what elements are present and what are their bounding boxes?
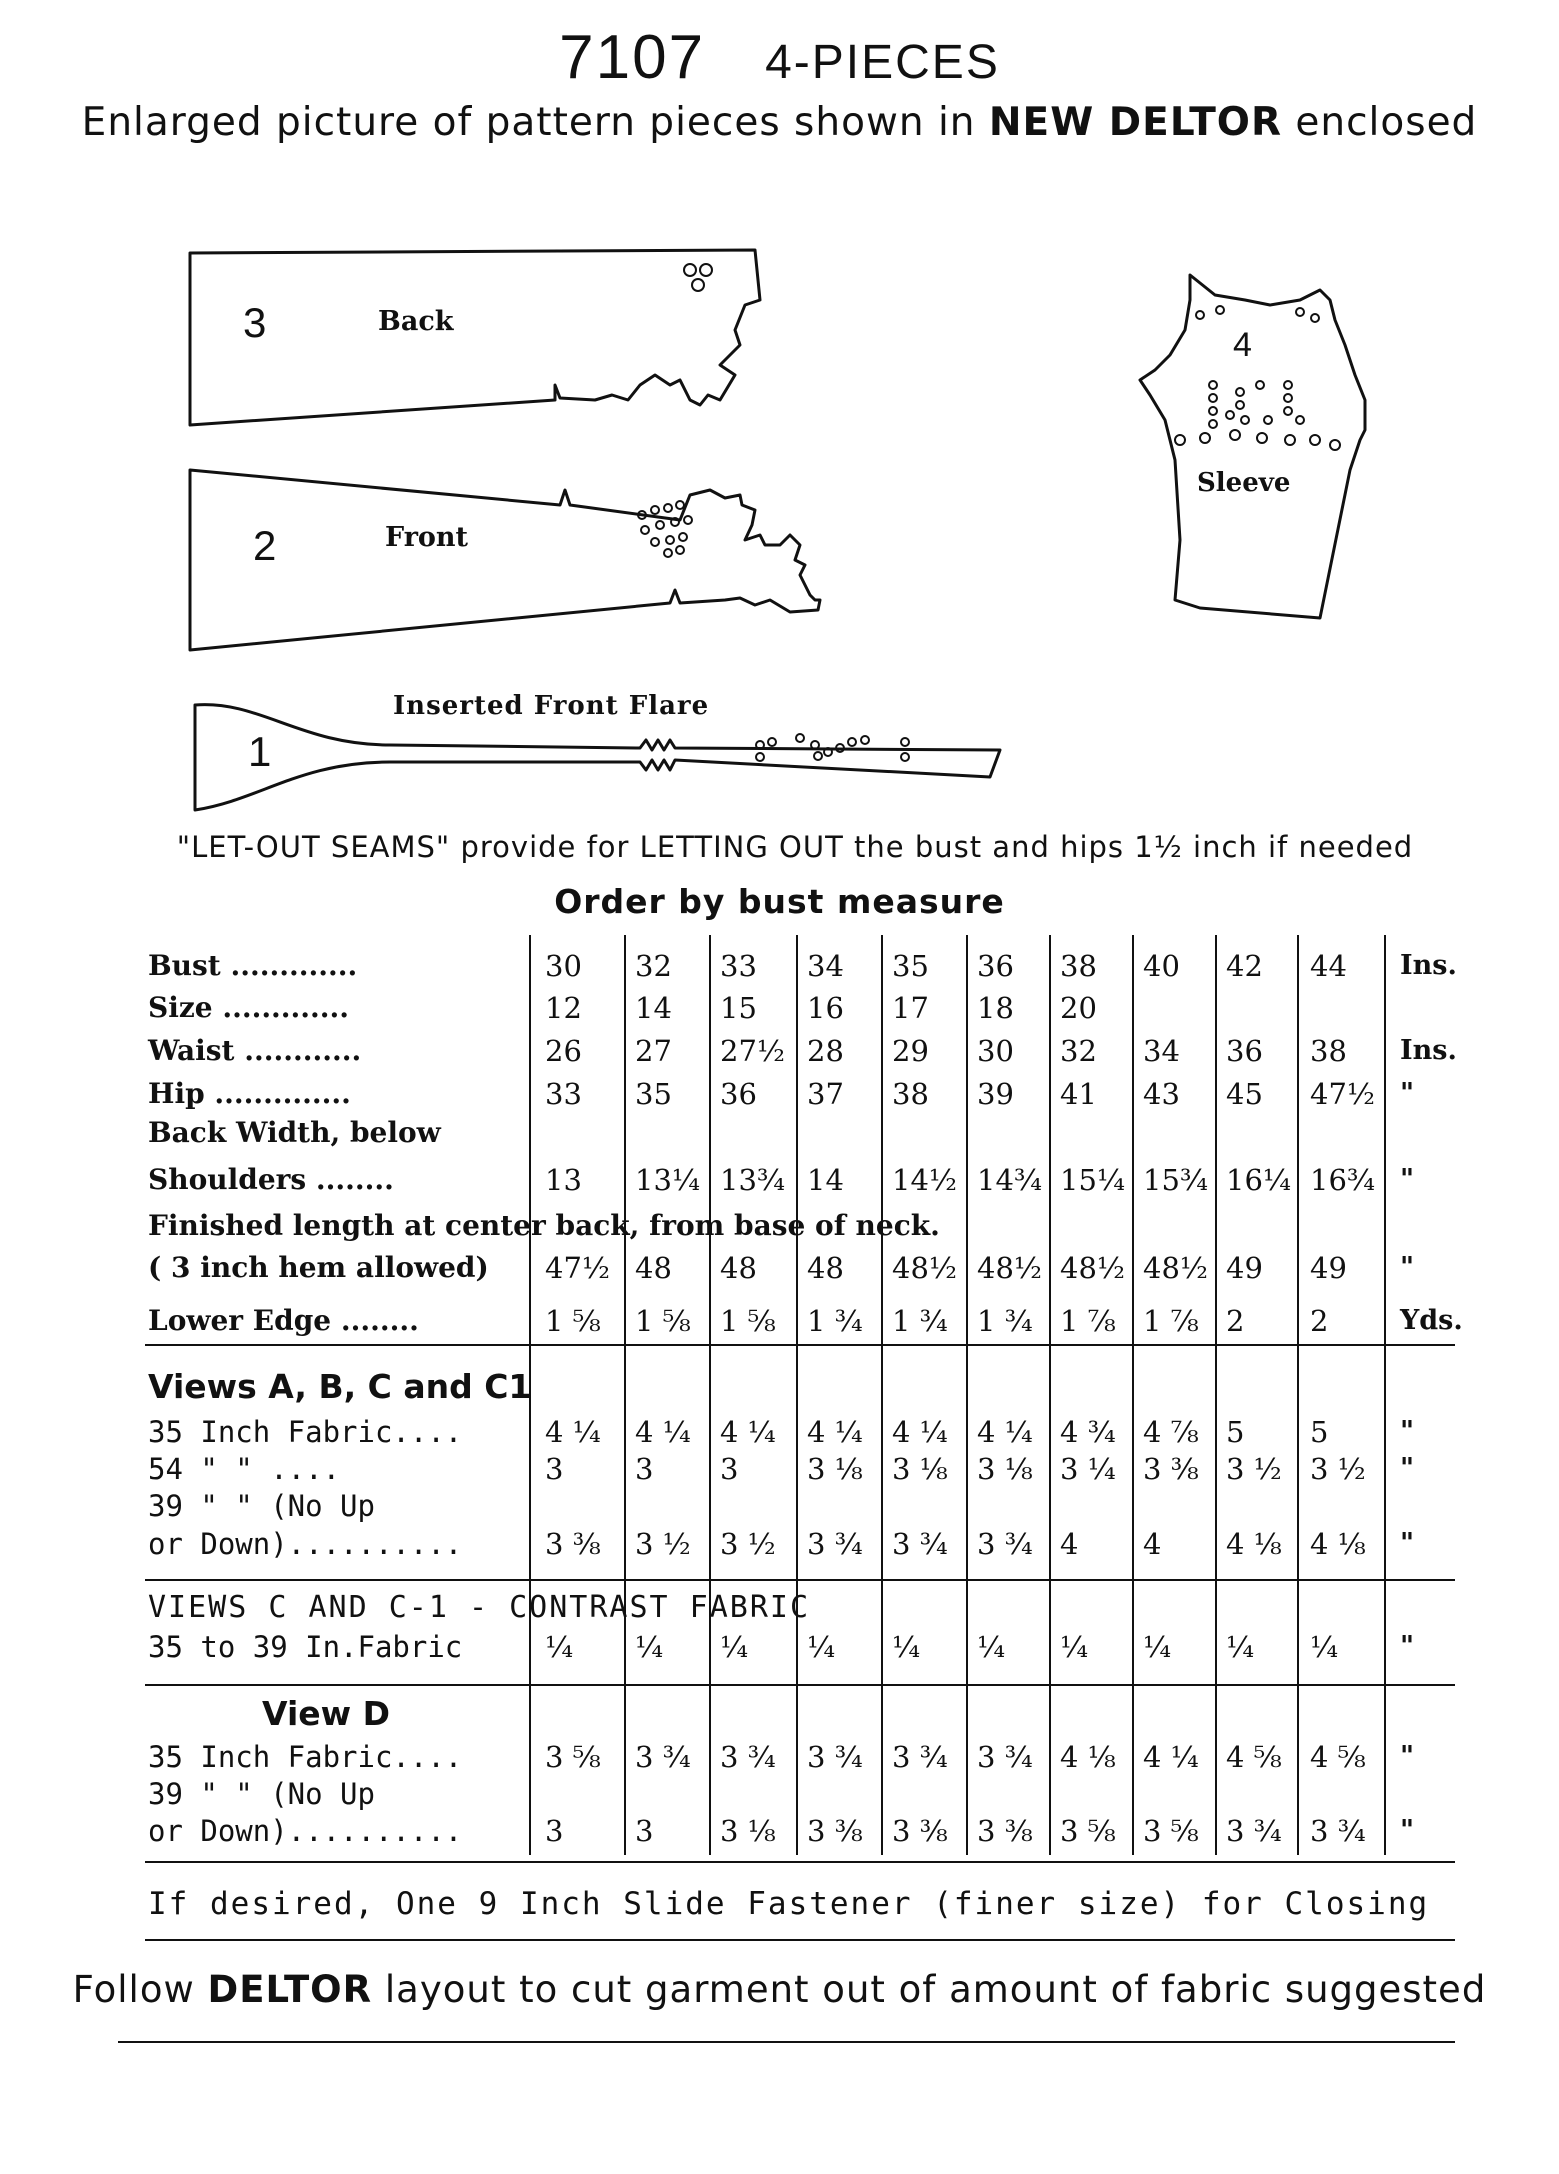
row-label: 35 to 39 In.Fabric bbox=[148, 1630, 463, 1664]
table-cell: 15 bbox=[720, 991, 757, 1025]
table-cell: 38 bbox=[1310, 1034, 1347, 1068]
row-unit: Ins. bbox=[1400, 950, 1457, 981]
table-cell: ¼ bbox=[720, 1630, 749, 1664]
table-cell: ¼ bbox=[545, 1630, 574, 1664]
piece-3-name: Back bbox=[378, 306, 454, 337]
table-cell: 3 ¾ bbox=[635, 1740, 691, 1774]
table-cell: 14 bbox=[635, 991, 672, 1025]
table-cell: 1 ¾ bbox=[807, 1304, 863, 1338]
table-cell: 48 bbox=[807, 1251, 844, 1285]
table-cell: 3 ¾ bbox=[977, 1740, 1033, 1774]
table-cell: 2 bbox=[1310, 1304, 1329, 1338]
piece-1-name: Inserted Front Flare bbox=[393, 691, 710, 721]
table-cell: 3 ⅛ bbox=[807, 1452, 863, 1486]
pattern-number: 7107 bbox=[559, 23, 706, 92]
footer-brand: DELTOR bbox=[207, 1968, 373, 2011]
table-cell: 48 bbox=[720, 1251, 757, 1285]
table-cell: 4 ¼ bbox=[720, 1415, 776, 1449]
table-cell: 39 bbox=[977, 1077, 1014, 1111]
table-cell: 3 bbox=[635, 1452, 654, 1486]
table-cell: 3 bbox=[545, 1452, 564, 1486]
table-cell: 3 ⅛ bbox=[892, 1452, 948, 1486]
row-label: 54 " " .... bbox=[148, 1452, 341, 1486]
table-cell: 18 bbox=[977, 991, 1014, 1025]
slide-fastener-note: If desired, One 9 Inch Slide Fastener (finer size) for Closing bbox=[148, 1886, 1430, 1922]
table-cell: 4 ¼ bbox=[545, 1415, 601, 1449]
table-cell: 33 bbox=[545, 1077, 582, 1111]
table-cell: 47½ bbox=[545, 1251, 611, 1285]
table-cell: 27½ bbox=[720, 1034, 786, 1068]
deltor-layout-note bbox=[0, 1968, 1559, 2011]
table-cell: 4 bbox=[1060, 1527, 1079, 1561]
table-cell: 5 bbox=[1310, 1415, 1329, 1449]
piece-2-number: 2 bbox=[253, 522, 277, 569]
table-cell: 3 ¾ bbox=[1310, 1814, 1366, 1848]
table-cell: 15¾ bbox=[1143, 1163, 1209, 1197]
table-cell: 4 ¼ bbox=[807, 1415, 863, 1449]
footer-text: Follow bbox=[72, 1968, 208, 2011]
table-cell: 12 bbox=[545, 991, 582, 1025]
table-cell: 34 bbox=[1143, 1034, 1180, 1068]
piece-4-name: Sleeve bbox=[1197, 468, 1291, 498]
table-cell: 13¼ bbox=[635, 1163, 701, 1197]
table-cell: 3 ¾ bbox=[807, 1740, 863, 1774]
row-unit: " bbox=[1400, 1631, 1415, 1662]
let-out-seams-note: "LET-OUT SEAMS" provide for LETTING OUT the bust and hips 1½ inch if needed bbox=[176, 830, 1414, 864]
table-cell: 3 ¼ bbox=[1060, 1452, 1116, 1486]
table-cell: ¼ bbox=[807, 1630, 836, 1664]
row-label: Size ............. bbox=[148, 991, 350, 1024]
pieces-count: 4-PIECES bbox=[765, 36, 1000, 89]
table-cell: 3 bbox=[635, 1814, 654, 1848]
table-cell: 38 bbox=[892, 1077, 929, 1111]
table-cell: 4 ¼ bbox=[977, 1415, 1033, 1449]
table-cell: 16 bbox=[807, 991, 844, 1025]
table-cell: 13¾ bbox=[720, 1163, 786, 1197]
table-cell: 3 ¾ bbox=[977, 1527, 1033, 1561]
subtitle-text: Enlarged picture of pattern pieces shown in bbox=[81, 100, 989, 145]
table-cell: 3 ⅛ bbox=[977, 1452, 1033, 1486]
row-label: Waist ............ bbox=[148, 1034, 362, 1067]
table-cell: 15¼ bbox=[1060, 1163, 1126, 1197]
table-cell: 49 bbox=[1310, 1251, 1347, 1285]
table-cell: 27 bbox=[635, 1034, 672, 1068]
table-cell: ¼ bbox=[1226, 1630, 1255, 1664]
table-cell: 35 bbox=[892, 949, 929, 983]
table-cell: 3 ½ bbox=[1226, 1452, 1282, 1486]
row-label: Hip .............. bbox=[148, 1077, 351, 1110]
table-cell: 48½ bbox=[1143, 1251, 1209, 1285]
row-unit: Yds. bbox=[1400, 1305, 1463, 1336]
table-cell: 5 bbox=[1226, 1415, 1245, 1449]
table-cell: 26 bbox=[545, 1034, 582, 1068]
table-cell: 4 ⅝ bbox=[1310, 1740, 1366, 1774]
table-cell: 36 bbox=[1226, 1034, 1263, 1068]
piece-4-number: 4 bbox=[1233, 326, 1252, 364]
table-cell: 17 bbox=[892, 991, 929, 1025]
table-cell: 13 bbox=[545, 1163, 582, 1197]
table-cell: 4 ¼ bbox=[892, 1415, 948, 1449]
row-unit: " bbox=[1400, 1528, 1415, 1559]
table-cell: 4 ⅞ bbox=[1143, 1415, 1199, 1449]
row-label: Shoulders ........ bbox=[148, 1163, 394, 1196]
table-cell: 48½ bbox=[977, 1251, 1043, 1285]
table-cell: 3 ¾ bbox=[892, 1527, 948, 1561]
contrast-heading: VIEWS C AND C-1 - CONTRAST FABRIC bbox=[148, 1590, 811, 1625]
table-cell: 38 bbox=[1060, 949, 1097, 983]
table-cell: 48½ bbox=[892, 1251, 958, 1285]
row-unit: " bbox=[1400, 1815, 1415, 1846]
table-cell: 3 ⅛ bbox=[720, 1814, 776, 1848]
finished-length-label: Finished length at center back, from base of neck. bbox=[148, 1209, 940, 1242]
table-cell: 40 bbox=[1143, 949, 1180, 983]
table-cell: 1 ¾ bbox=[977, 1304, 1033, 1338]
table-cell: 47½ bbox=[1310, 1077, 1376, 1111]
footer-text-end: layout to cut garment out of amount of fabric suggested bbox=[372, 1968, 1487, 2011]
view-d-heading: View D bbox=[262, 1694, 391, 1733]
table-cell: 4 ¼ bbox=[1143, 1740, 1199, 1774]
table-cell: 3 ⅜ bbox=[545, 1527, 601, 1561]
table-cell: 4 ¾ bbox=[1060, 1415, 1116, 1449]
table-cell: 29 bbox=[892, 1034, 929, 1068]
table-cell: 3 ⅝ bbox=[1060, 1814, 1116, 1848]
back-width-label: Back Width, below bbox=[148, 1116, 441, 1149]
table-cell: 1 ⅝ bbox=[545, 1304, 601, 1338]
table-cell: 3 ½ bbox=[720, 1527, 776, 1561]
row-unit: " bbox=[1400, 1252, 1415, 1283]
table-cell: 3 ⅜ bbox=[977, 1814, 1033, 1848]
row-unit: " bbox=[1400, 1416, 1415, 1447]
table-cell: 48 bbox=[635, 1251, 672, 1285]
table-cell: 3 ½ bbox=[1310, 1452, 1366, 1486]
table-cell: 33 bbox=[720, 949, 757, 983]
table-cell: 16¼ bbox=[1226, 1163, 1292, 1197]
table-cell: 35 bbox=[635, 1077, 672, 1111]
table-cell: 3 ¾ bbox=[807, 1527, 863, 1561]
row-label: or Down).......... bbox=[148, 1814, 463, 1848]
table-cell: 32 bbox=[635, 949, 672, 983]
table-cell: 1 ⅞ bbox=[1060, 1304, 1116, 1338]
table-cell: 3 ¾ bbox=[1226, 1814, 1282, 1848]
table-cell: 30 bbox=[545, 949, 582, 983]
views-abc-heading: Views A, B, C and C1 bbox=[148, 1367, 532, 1406]
table-cell: 3 ¾ bbox=[892, 1740, 948, 1774]
table-cell: 4 ⅛ bbox=[1060, 1740, 1116, 1774]
table-cell: 3 bbox=[545, 1814, 564, 1848]
table-cell: ¼ bbox=[1310, 1630, 1339, 1664]
table-cell: 3 ⅜ bbox=[1143, 1452, 1199, 1486]
piece-2-name: Front bbox=[385, 522, 469, 553]
table-cell: 3 ¾ bbox=[720, 1740, 776, 1774]
table-cell: 4 bbox=[1143, 1527, 1162, 1561]
order-by-heading: Order by bust measure bbox=[554, 882, 1005, 921]
table-cell: 3 ⅝ bbox=[1143, 1814, 1199, 1848]
table-cell: 36 bbox=[720, 1077, 757, 1111]
table-cell: ¼ bbox=[1060, 1630, 1089, 1664]
row-label: or Down).......... bbox=[148, 1527, 463, 1561]
table-cell: 14½ bbox=[892, 1163, 958, 1197]
table-cell: 3 ⅜ bbox=[892, 1814, 948, 1848]
table-cell: 44 bbox=[1310, 949, 1347, 983]
row-unit: " bbox=[1400, 1741, 1415, 1772]
table-cell: 28 bbox=[807, 1034, 844, 1068]
row-label: Lower Edge ........ bbox=[148, 1304, 419, 1337]
table-cell: 4 ⅝ bbox=[1226, 1740, 1282, 1774]
table-cell: 48½ bbox=[1060, 1251, 1126, 1285]
row-label: 35 Inch Fabric.... bbox=[148, 1740, 463, 1774]
subtitle-brand: NEW DELTOR bbox=[988, 100, 1282, 145]
table-cell: ¼ bbox=[892, 1630, 921, 1664]
row-unit: " bbox=[1400, 1164, 1415, 1195]
table-cell: 37 bbox=[807, 1077, 844, 1111]
table-cell: 34 bbox=[807, 949, 844, 983]
subtitle-text-end: enclosed bbox=[1282, 100, 1478, 145]
table-cell: ¼ bbox=[635, 1630, 664, 1664]
row-unit: Ins. bbox=[1400, 1035, 1457, 1066]
table-cell: 1 ⅝ bbox=[635, 1304, 691, 1338]
table-cell: 30 bbox=[977, 1034, 1014, 1068]
table-cell: 3 ⅝ bbox=[545, 1740, 601, 1774]
table-cell: 36 bbox=[977, 949, 1014, 983]
table-cell: 16¾ bbox=[1310, 1163, 1376, 1197]
table-cell: 20 bbox=[1060, 991, 1097, 1025]
row-label: 35 Inch Fabric.... bbox=[148, 1415, 463, 1449]
table-cell: 1 ⅝ bbox=[720, 1304, 776, 1338]
table-cell: 3 ½ bbox=[635, 1527, 691, 1561]
table-cell: 1 ¾ bbox=[892, 1304, 948, 1338]
table-cell: 43 bbox=[1143, 1077, 1180, 1111]
row-unit: " bbox=[1400, 1453, 1415, 1484]
table-cell: 32 bbox=[1060, 1034, 1097, 1068]
table-cell: 14¾ bbox=[977, 1163, 1043, 1197]
table-cell: 3 bbox=[720, 1452, 739, 1486]
table-cell: 4 ¼ bbox=[635, 1415, 691, 1449]
table-cell: 42 bbox=[1226, 949, 1263, 983]
table-cell: 49 bbox=[1226, 1251, 1263, 1285]
table-cell: 4 ⅛ bbox=[1310, 1527, 1366, 1561]
table-cell: 3 ⅜ bbox=[807, 1814, 863, 1848]
table-cell: ¼ bbox=[1143, 1630, 1172, 1664]
table-cell: 4 ⅛ bbox=[1226, 1527, 1282, 1561]
row-label: 39 " " (No Up bbox=[148, 1777, 375, 1811]
row-label: Bust ............. bbox=[148, 949, 358, 982]
row-label: ( 3 inch hem allowed) bbox=[148, 1251, 489, 1284]
table-cell: 1 ⅞ bbox=[1143, 1304, 1199, 1338]
table-cell: 2 bbox=[1226, 1304, 1245, 1338]
piece-3-number: 3 bbox=[243, 299, 267, 346]
table-cell: 45 bbox=[1226, 1077, 1263, 1111]
piece-1-number: 1 bbox=[248, 728, 272, 775]
row-unit: " bbox=[1400, 1078, 1415, 1109]
row-label: 39 " " (No Up bbox=[148, 1489, 375, 1523]
table-cell: ¼ bbox=[977, 1630, 1006, 1664]
table-cell: 14 bbox=[807, 1163, 844, 1197]
table-cell: 41 bbox=[1060, 1077, 1097, 1111]
